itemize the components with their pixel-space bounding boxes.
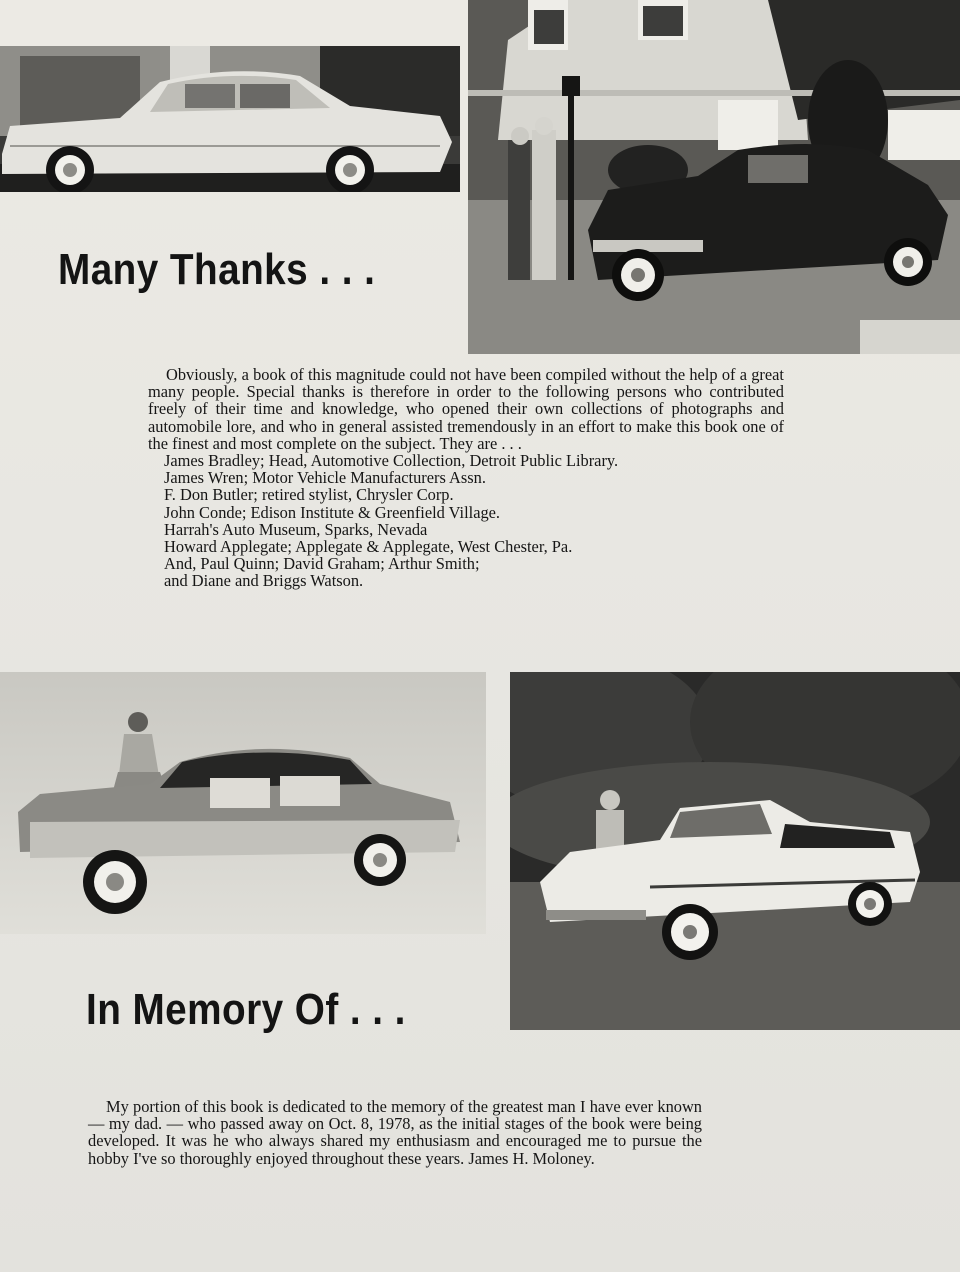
sedan-at-house-photo [468, 0, 960, 354]
acknowledgement-name: Howard Applegate; Applegate & Applegate, West Chester, Pa. [164, 537, 573, 557]
acknowledgements-intro: Obviously, a book of this magnitude could not have been compiled without the help of a great many people. Special thanks is therefore in order to the following persons who contributed freely of their time and knowledge, who opened their own collections of photographs and automobile lore, and who in general assisted tremendously in an effort to make this book one of the finest and most complete on the subject. They are . . . [148, 365, 784, 453]
many-thanks-heading: Many Thanks . . . [58, 245, 376, 294]
acknowledgement-name: James Bradley; Head, Automotive Collection, Detroit Public Library. [164, 451, 619, 471]
dedication-block [88, 1098, 702, 1167]
acknowledgement-name: and Diane and Briggs Watson. [164, 571, 364, 591]
two-tone-sedan-photo [0, 672, 486, 934]
acknowledgement-name: James Wren; Motor Vehicle Manufacturers Assn. [164, 468, 486, 488]
dedication-text: My portion of this book is dedicated to the memory of the greatest man I have ever known — my dad. — who passed away on Oct. 8, 1978, as the initial stages of the book were being developed. It was he who always shared my enthusiasm and encouraged me to pursue the hobby I've so thoroughly enjoyed throughout these years. James H. Moloney. [88, 1097, 702, 1168]
acknowledgement-name: F. Don Butler; retired stylist, Chrysler Corp. [164, 485, 454, 505]
hardtop-coupe-photo [0, 46, 460, 192]
acknowledgement-name: And, Paul Quinn; David Graham; Arthur Smith; [164, 554, 480, 574]
acknowledgements-block [148, 366, 784, 590]
acknowledgement-name: Harrah's Auto Museum, Sparks, Nevada [164, 519, 428, 539]
acknowledgement-name: John Conde; Edison Institute & Greenfield Village. [164, 502, 501, 522]
convertible-in-garden-photo [510, 672, 960, 1030]
in-memory-heading: In Memory Of . . . [86, 985, 406, 1034]
